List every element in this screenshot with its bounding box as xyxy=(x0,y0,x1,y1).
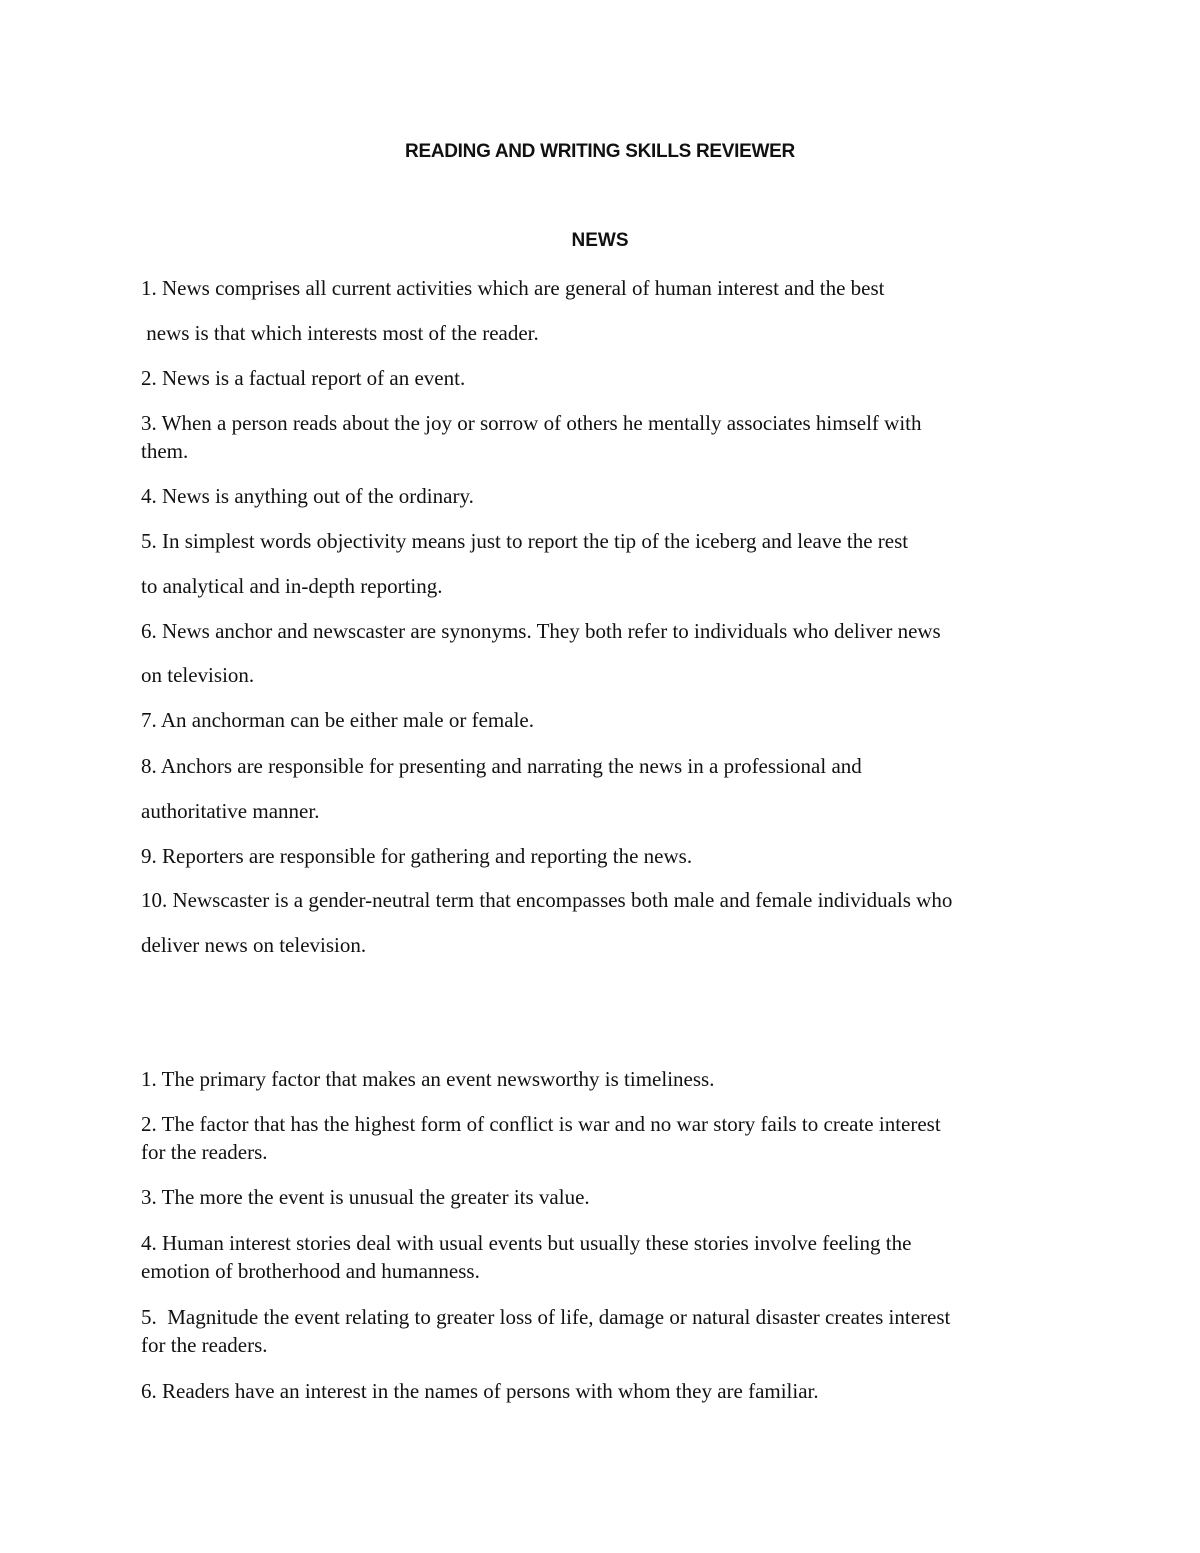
news-item-5-line-2: to analytical and in-depth reporting. xyxy=(141,574,443,598)
news-item-1-line-2: news is that which interests most of the reader. xyxy=(141,321,539,345)
news-item-2: 2. News is a factual report of an event. xyxy=(141,366,466,390)
document-title: READING AND WRITING SKILLS REVIEWER xyxy=(405,141,795,162)
section-heading-news: NEWS xyxy=(571,230,629,251)
news-item-3-line-1: 3. When a person reads about the joy or sorrow of others he mentally associates himself with xyxy=(141,411,922,435)
news-item-7: 7. An anchorman can be either male or female. xyxy=(141,708,534,732)
factor-item-4-line-2: emotion of brotherhood and humanness. xyxy=(141,1259,480,1283)
factor-item-3: 3. The more the event is unusual the greater its value. xyxy=(141,1185,590,1209)
factor-item-5-line-1: 5. Magnitude the event relating to greater loss of life, damage or natural disaster creates interest xyxy=(141,1305,951,1329)
news-item-8-line-1: 8. Anchors are responsible for presenting and narrating the news in a professional and xyxy=(141,754,862,778)
news-item-1-line-1: 1. News comprises all current activities which are general of human interest and the best xyxy=(141,276,885,300)
factor-item-2-line-2: for the readers. xyxy=(141,1140,268,1164)
news-item-5-line-1: 5. In simplest words objectivity means just to report the tip of the iceberg and leave the rest xyxy=(141,529,909,553)
news-item-4: 4. News is anything out of the ordinary. xyxy=(141,484,474,508)
factor-item-6: 6. Readers have an interest in the names of persons with whom they are familiar. xyxy=(141,1379,819,1403)
factor-item-5-line-2: for the readers. xyxy=(141,1333,268,1357)
news-item-6-line-2: on television. xyxy=(141,663,255,687)
factor-item-1: 1. The primary factor that makes an event newsworthy is timeliness. xyxy=(141,1067,715,1091)
news-item-10-line-1: 10. Newscaster is a gender-neutral term that encompasses both male and female individuals who xyxy=(141,888,953,912)
news-item-8-line-2: authoritative manner. xyxy=(141,799,320,823)
news-item-3-line-2: them. xyxy=(141,439,189,463)
factor-item-4-line-1: 4. Human interest stories deal with usual events but usually these stories involve feeling the xyxy=(141,1231,912,1255)
news-item-9: 9. Reporters are responsible for gathering and reporting the news. xyxy=(141,844,693,868)
news-item-6-line-1: 6. News anchor and newscaster are synonyms. They both refer to individuals who deliver news xyxy=(141,619,941,643)
news-item-10-line-2: deliver news on television. xyxy=(141,933,367,957)
factor-item-2-line-1: 2. The factor that has the highest form of conflict is war and no war story fails to create interest xyxy=(141,1112,941,1136)
